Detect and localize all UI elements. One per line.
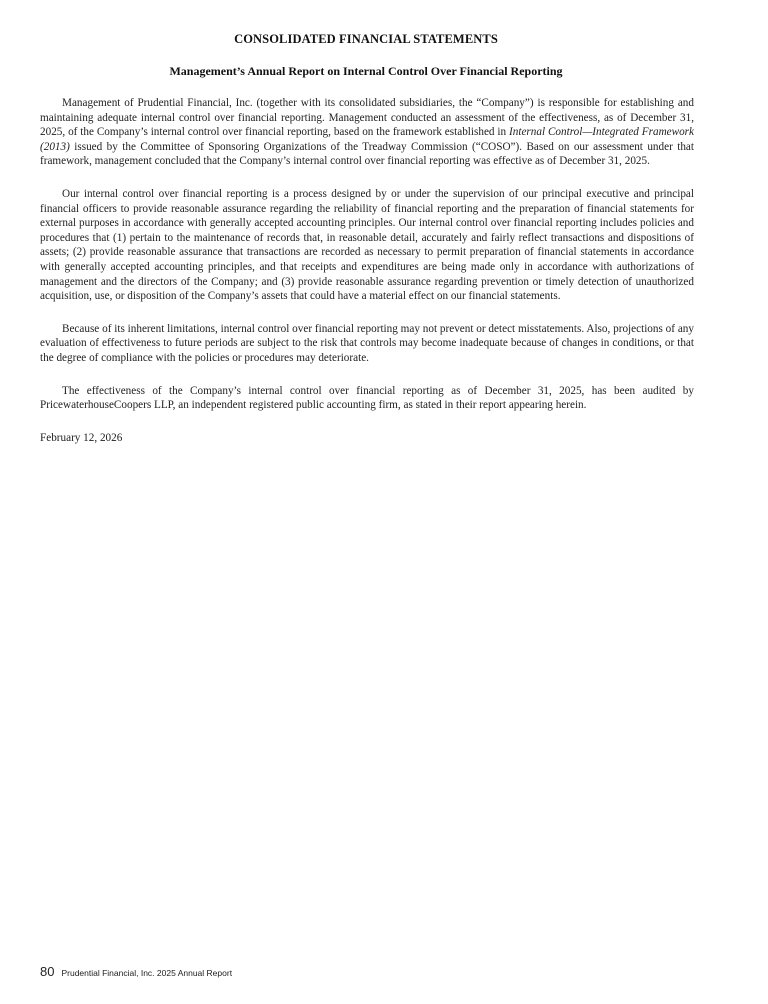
document-page <box>40 0 728 1004</box>
page-footer <box>40 964 232 979</box>
paragraph-text: Management of Prudential Financial, Inc. (together with its consolidated subsidiaries, the “Company”) is responsible for establishing and maintaining adequate internal control over financial reporting. Management conducted an assessment of the effectiveness, as of December 31, 2025, of the Company’s internal control over financial reporting, based on the framework established in <box>40 97 694 139</box>
report-body <box>40 96 694 445</box>
paragraph-limitations: Because of its inherent limitations, internal control over financial reporting may not prevent or detect misstatements. Also, projections of any evaluation of effectiveness to future periods are subject to the risk that controls may become inadequate because of changes in conditions, or that the degree of compliance with the policies or procedures may deteriorate. <box>40 322 694 364</box>
publication-name: Prudential Financial, Inc. 2025 Annual Report <box>61 968 233 978</box>
paragraph-responsibility <box>40 96 694 169</box>
paragraph-definition: Our internal control over financial reporting is a process designed by or under the supervision of our principal executive and principal financial officers to provide reasonable assurance regarding the reliability of financial reporting and the preparation of financial statements for external purposes in accordance with generally accepted accounting principles. Our internal control over financial reporting includes policies and procedures that (1) pertain to the maintenance of records that, in reasonable detail, accurately and fairly reflect transactions and dispositions of assets; (2) provide reasonable assurance that transactions are recorded as necessary to permit preparation of financial statements in accordance with generally accepted accounting principles, and that receipts and expenditures are being made only in accordance with authorizations of management and the directors of the Company; and (3) provide reasonable assurance regarding prevention or timely detection of unauthorized acquisition, use, or disposition of the Company’s assets that could have a material effect on our financial statements. <box>40 187 694 303</box>
report-date: February 12, 2026 <box>40 431 123 444</box>
section-title: CONSOLIDATED FINANCIAL STATEMENTS <box>234 32 498 46</box>
report-title: Management’s Annual Report on Internal Control Over Financial Reporting <box>169 64 563 78</box>
page-number: 80 <box>40 964 55 979</box>
paragraph-text: issued by the Committee of Sponsoring Organizations of the Treadway Commission (“COSO”). Based on our assessment under that framework, management concluded that the Company’s internal control over financial reporting was effective as of December 31, 2025. <box>40 140 694 168</box>
framework-title: Internal Control—Integrated Framework (2013) <box>40 126 694 153</box>
paragraph-audit: The effectiveness of the Company’s internal control over financial reporting as of December 31, 2025, has been audited by PricewaterhouseCoopers LLP, an independent registered public accounting firm, as stated in their report appearing herein. <box>40 384 694 412</box>
